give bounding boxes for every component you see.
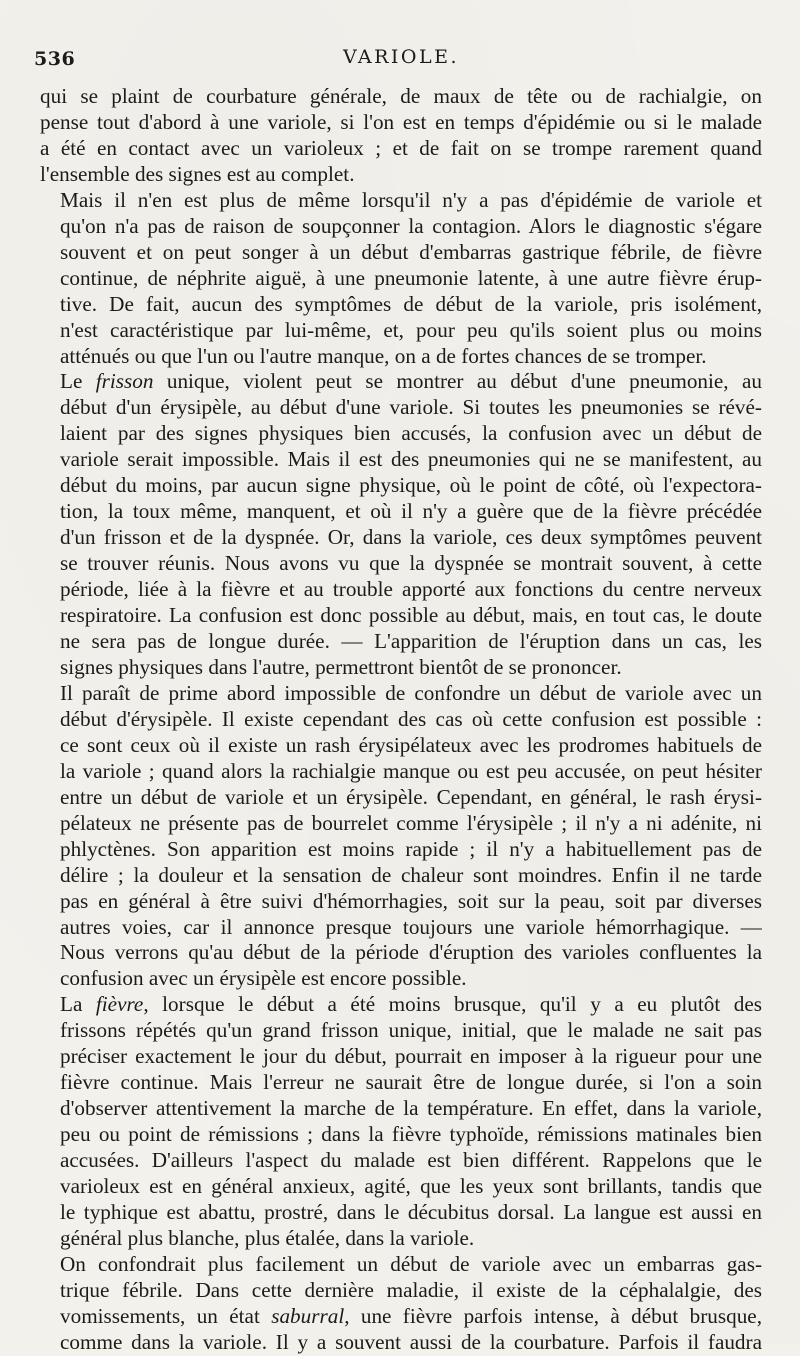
text-line: n'est caractéristique par lui-même, et, pour peu qu'ils soient plus ou moins xyxy=(60,317,762,342)
text-line: autres voies, car il annonce presque toujours une variole hémorrhagique. — xyxy=(60,914,762,939)
italic-term: saburral xyxy=(271,1303,345,1328)
text-line: délire ; la douleur et la sensation de chaleur sont moindres. Enfin il ne tarde xyxy=(60,862,762,887)
body-text xyxy=(40,84,762,1356)
text-line: vomissements, un état saburral, une fièvre parfois intense, à début brusque, xyxy=(60,1303,762,1328)
text-line: général plus blanche, plus étalée, dans la variole. xyxy=(60,1225,475,1250)
text-line: qui se plaint de courbature générale, de maux de tête ou de rachialgie, on xyxy=(40,84,762,108)
paragraph xyxy=(40,369,762,680)
text-line: trique fébrile. Dans cette dernière maladie, il existe de la céphalalgie, des xyxy=(60,1277,762,1302)
text-line: début d'un érysipèle, au début d'une variole. Si toutes les pneumonies se révé- xyxy=(60,395,762,420)
paragraph xyxy=(40,1252,762,1356)
text-line: Nous verrons qu'au début de la période d'éruption des varioles confluentes la xyxy=(60,940,762,965)
italic-term: fièvre xyxy=(95,992,144,1017)
italic-term: frisson xyxy=(95,369,154,394)
text-line: comme dans la variole. Il y a souvent aussi de la courbature. Parfois il faudra xyxy=(60,1329,762,1354)
text-line: la variole ; quand alors la rachialgie manque ou est peu accusée, on peut hésiter xyxy=(60,758,762,783)
text-line: phlyctènes. Son apparition est moins rapide ; il n'y a habituellement pas de xyxy=(60,836,762,861)
page-number: 536 xyxy=(34,48,76,70)
text-line: peu ou point de rémissions ; dans la fièvre typhoïde, rémissions matinales bien xyxy=(60,1122,762,1147)
text-line: Mais il n'en est plus de même lorsqu'il n'y a pas d'épidémie de variole et xyxy=(60,187,762,212)
text-line: pas en général à être suivi d'hémorrhagies, soit sur la peau, soit par diverses xyxy=(60,888,762,913)
text-line: début du moins, par aucun signe physique, où le point de côté, où l'expectora- xyxy=(60,473,762,498)
text-line: accusées. D'ailleurs l'aspect du malade est bien différent. Rappelons que le xyxy=(60,1148,762,1173)
text-line: frissons répétés qu'un grand frisson unique, initial, que le malade ne sait pas xyxy=(60,1018,762,1043)
text-line: Le frisson unique, violent peut se montrer au début d'une pneumonie, au xyxy=(60,369,762,394)
text-line: l'ensemble des signes est au complet. xyxy=(40,161,355,186)
text-line: d'un frisson et de la dyspnée. Or, dans la variole, ces deux symptômes peuvent xyxy=(60,525,762,550)
text-line: entre un début de variole et un érysipèle. Cependant, en général, le rash érysi- xyxy=(60,784,762,809)
text-line: préciser exactement le jour du début, pourrait en imposer à la rigueur pour une xyxy=(60,1044,762,1069)
text-line: se trouver réunis. Nous avons vu que la dyspnée se montrait souvent, à cette xyxy=(60,551,762,576)
text-line: a été en contact avec un varioleux ; et de fait on se trompe rarement quand xyxy=(40,135,762,160)
text-line: Il paraît de prime abord impossible de confondre un début de variole avec un xyxy=(60,680,762,705)
text-line: le typhique est abattu, prostré, dans le décubitus dorsal. La langue est aussi en xyxy=(60,1199,762,1224)
text-line: ce sont ceux où il existe un rash érysipélateux avec les prodromes habituels de xyxy=(60,732,762,757)
text-line: fièvre continue. Mais l'erreur ne saurait être de longue durée, si l'on a soin xyxy=(60,1070,762,1095)
text-line: ne sera pas de longue durée. — L'apparition de l'éruption dans un cas, les xyxy=(60,629,762,654)
paragraph xyxy=(40,188,762,370)
text-line: variole serait impossible. Mais il est des pneumonies qui ne se manifestent, au xyxy=(60,447,762,472)
text-line: On confondrait plus facilement un début de variole avec un embarras gas- xyxy=(60,1251,762,1276)
text-line: atténués ou que l'un ou l'autre manque, on a de fortes chances de se tromper. xyxy=(60,343,707,368)
text-line: signes physiques dans l'autre, permettront bientôt de se prononcer. xyxy=(60,654,622,679)
text-line: d'observer attentivement la marche de la température. En effet, dans la variole, xyxy=(60,1096,762,1121)
running-title: VARIOLE. xyxy=(342,46,460,68)
paragraph xyxy=(40,84,762,188)
text-line: pélateux ne présente pas de bourrelet comme l'érysipèle ; il n'y a ni adénite, ni xyxy=(60,810,762,835)
text-line: La fièvre, lorsque le début a été moins brusque, qu'il y a eu plutôt des xyxy=(60,992,762,1017)
text-line: période, liée à la fièvre et au trouble apporté aux fonctions du centre nerveux xyxy=(60,577,762,602)
text-line: pense tout d'abord à une variole, si l'on est en temps d'épidémie ou si le malade xyxy=(40,109,762,134)
text-line: continue, de néphrite aiguë, à une pneumonie latente, à une autre fièvre érup- xyxy=(60,265,762,290)
text-line: confusion avec un érysipèle est encore possible. xyxy=(60,966,467,991)
text-line: tion, la toux même, manquent, et où il n'y a guère que de la fièvre précédée xyxy=(60,499,762,524)
paragraph xyxy=(40,681,762,992)
text-line: laient par des signes physiques bien accusés, la confusion avec un début de xyxy=(60,421,762,446)
text-line: respiratoire. La confusion est donc possible au début, mais, en tout cas, le doute xyxy=(60,603,762,628)
text-line: qu'on n'a pas de raison de soupçonner la contagion. Alors le diagnostic s'égare xyxy=(60,213,762,238)
text-line: début d'érysipèle. Il existe cependant des cas où cette confusion est possible : xyxy=(60,706,762,731)
paragraph xyxy=(40,992,762,1252)
text-line: souvent et on peut songer à un début d'embarras gastrique fébrile, de fièvre xyxy=(60,239,762,264)
text-line: varioleux est en général anxieux, agité, que les yeux sont brillants, tandis que xyxy=(60,1174,762,1199)
running-head xyxy=(34,34,762,84)
text-line: tive. De fait, aucun des symptômes de début de la variole, pris isolément, xyxy=(60,291,762,316)
